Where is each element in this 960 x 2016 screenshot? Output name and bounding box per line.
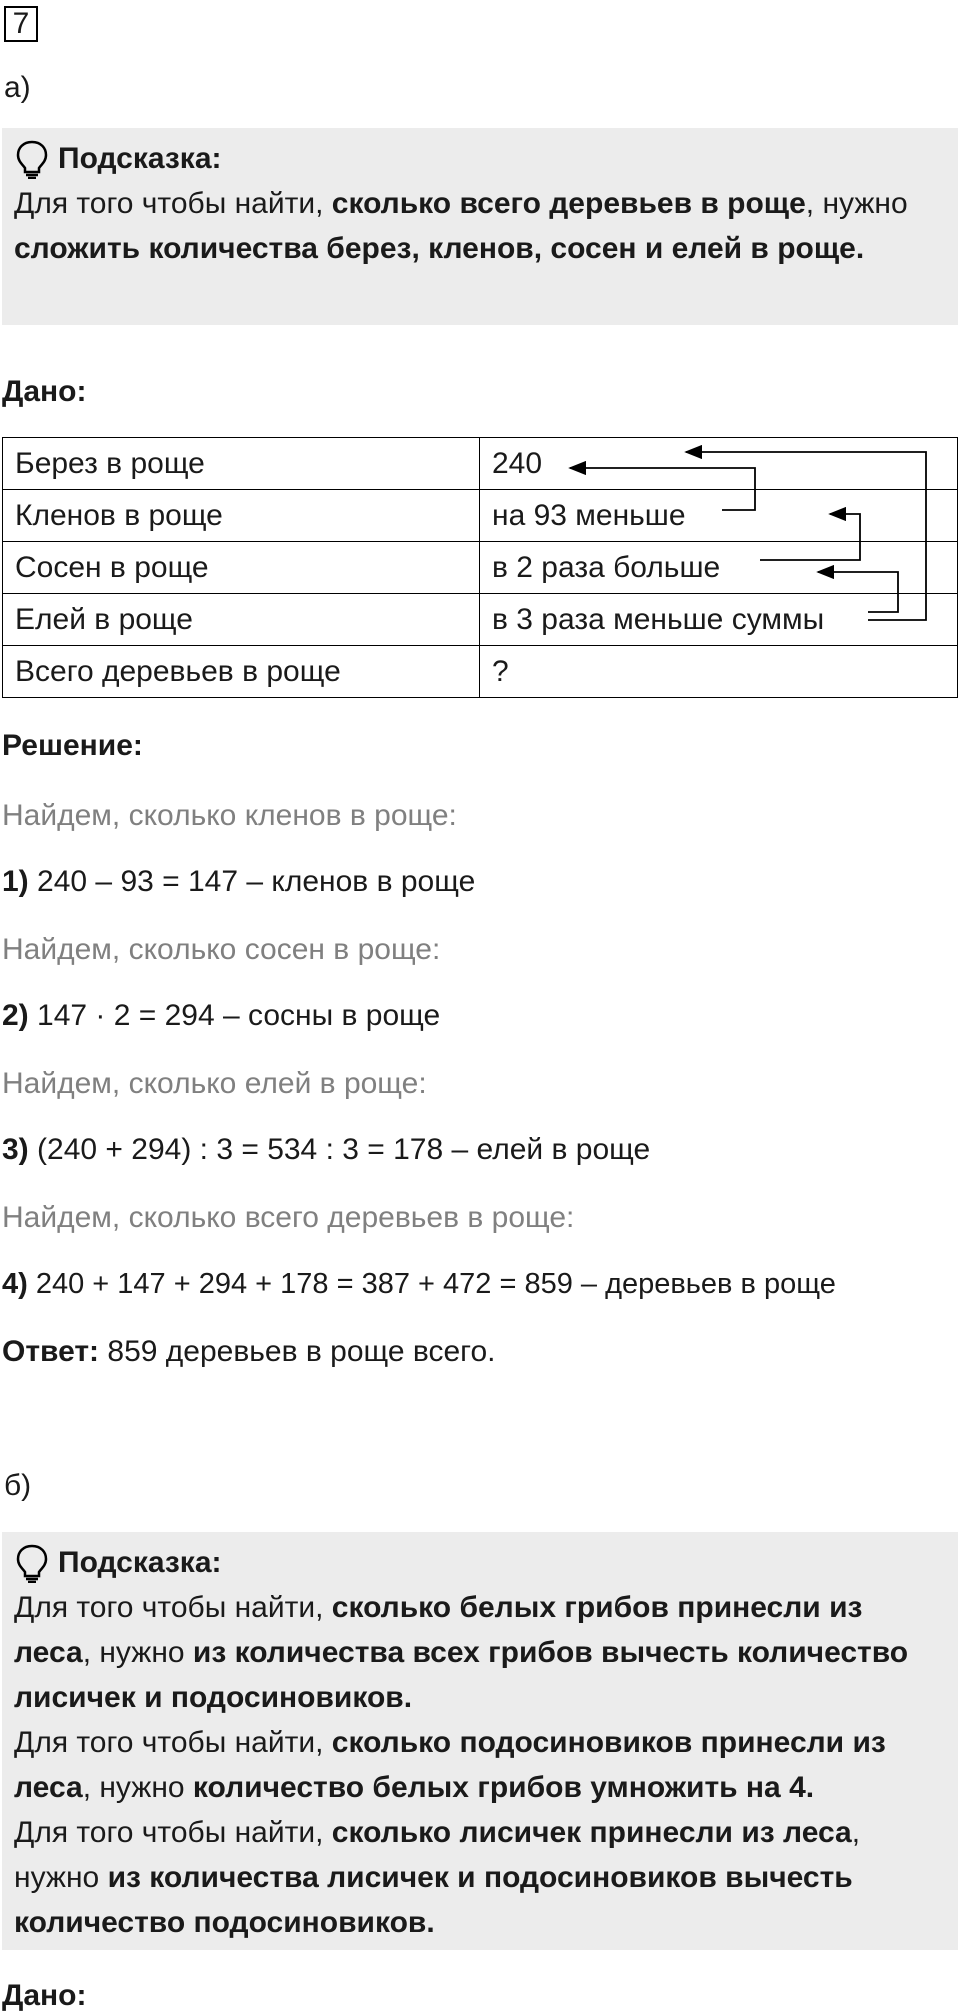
lightbulb-icon: [14, 1543, 50, 1583]
step-comment: Найдем, сколько сосен в роще:: [2, 933, 441, 966]
hint-text-segment: Для того чтобы найти,: [14, 1726, 332, 1759]
given-value-cell: 240: [480, 438, 958, 490]
step-expression: 240 + 147 + 294 + 178 = 387 + 472 = 859 – деревьев в роще: [35, 1268, 836, 1300]
step-number: 4): [2, 1268, 28, 1300]
table-row: [3, 594, 958, 646]
table-row: [3, 646, 958, 698]
given-label-cell: Всего деревьев в роще: [3, 646, 480, 698]
step-number: 1): [2, 865, 29, 898]
hint-text-segment: из количества лисичек и подосиновиков вычесть количество подосиновиков.: [14, 1861, 853, 1939]
given-value-cell: в 3 раза меньше суммы: [480, 594, 958, 646]
table-row: [3, 542, 958, 594]
step-comment: Найдем, сколько кленов в роще:: [2, 799, 457, 832]
given-value-cell: ?: [480, 646, 958, 698]
step-comment: Найдем, сколько елей в роще:: [2, 1067, 427, 1100]
hint-text-segment: , нужно: [805, 187, 908, 220]
hint-text-segment: Для того чтобы найти,: [14, 1591, 332, 1624]
step-line: [2, 862, 475, 902]
step-number: 3): [2, 1133, 29, 1166]
hint-text-segment: , нужно: [14, 1816, 861, 1894]
given-title-a: Дано:: [2, 375, 87, 408]
hint-box-b: [2, 1532, 958, 1950]
given-value-cell: в 2 раза больше: [480, 542, 958, 594]
hint-body-a: [14, 181, 946, 271]
hint-title-b: [14, 1540, 946, 1585]
hint-text-segment: Для того чтобы найти,: [14, 1816, 332, 1849]
hint-body-b: [14, 1585, 946, 1945]
task-number-box: 7: [4, 6, 38, 42]
table-row: [3, 438, 958, 490]
hint-text-segment: , нужно: [82, 1636, 193, 1669]
step-line: [2, 996, 440, 1036]
hint-text-segment: , нужно: [82, 1771, 193, 1804]
part-a-label: а): [4, 71, 31, 104]
step-expression: 147 · 2 = 294 – сосны в роще: [37, 999, 441, 1032]
answer-text: 859 деревьев в роще всего.: [107, 1335, 496, 1368]
hint-title-a: [14, 136, 946, 181]
given-label-cell: Сосен в роще: [3, 542, 480, 594]
hint-text-segment: Для того чтобы найти,: [14, 187, 332, 220]
solution-title: Решение:: [2, 729, 143, 762]
answer-line: [2, 1332, 495, 1372]
hint-text-segment: сколько подосиновиков принесли из леса: [14, 1726, 886, 1804]
table-row: [3, 490, 958, 542]
given-title-b: Дано:: [2, 1979, 87, 2012]
given-label-cell: Кленов в роще: [3, 490, 480, 542]
hint-text-segment: количество белых грибов умножить на 4.: [192, 1771, 815, 1804]
given-label-cell: Елей в роще: [3, 594, 480, 646]
hint-text-segment: сложить количества берез, кленов, сосен и елей в роще.: [14, 232, 865, 265]
hint-title-text-a: Подсказка:: [58, 142, 222, 175]
step-number: 2): [2, 999, 29, 1032]
step-line: [2, 1130, 650, 1170]
step-line: [2, 1264, 836, 1304]
given-value-cell: на 93 меньше: [480, 490, 958, 542]
hint-text-segment: сколько всего деревьев в роще: [331, 187, 806, 220]
given-table: [2, 437, 958, 698]
step-comment: Найдем, сколько всего деревьев в роще:: [2, 1201, 575, 1234]
hint-box-a: [2, 128, 958, 325]
step-expression: (240 + 294) : 3 = 534 : 3 = 178 – елей в роще: [37, 1133, 651, 1166]
answer-label: Ответ:: [2, 1335, 100, 1368]
hint-text-segment: из количества всех грибов вычесть количество лисичек и подосиновиков.: [14, 1636, 909, 1714]
given-label-cell: Берез в роще: [3, 438, 480, 490]
part-b-label: б): [4, 1469, 32, 1502]
hint-title-text-b: Подсказка:: [58, 1546, 222, 1579]
step-expression: 240 – 93 = 147 – кленов в роще: [37, 865, 476, 898]
lightbulb-icon: [14, 139, 50, 179]
hint-text-segment: сколько лисичек принесли из леса: [331, 1816, 852, 1849]
hint-text-segment: сколько белых грибов принесли из леса: [14, 1591, 863, 1669]
